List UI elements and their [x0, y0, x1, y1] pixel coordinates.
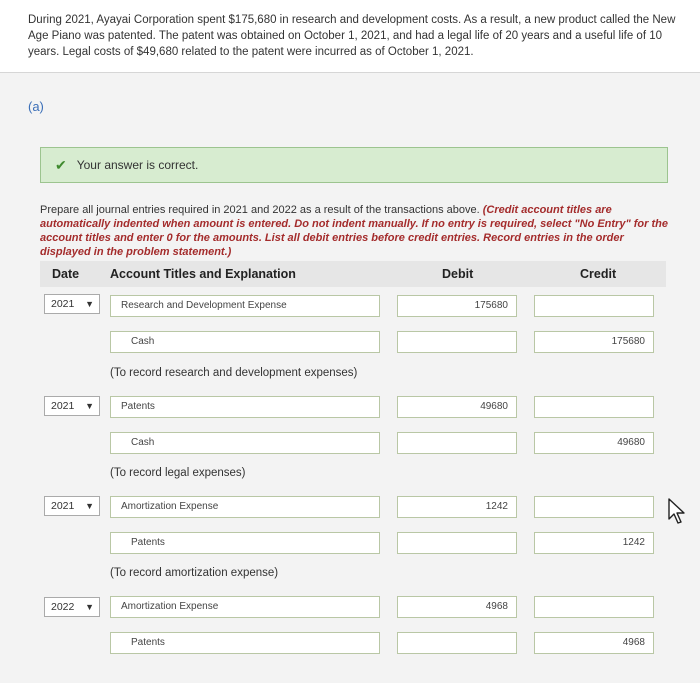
header-debit: Debit: [442, 267, 474, 281]
header-account: Account Titles and Explanation: [110, 267, 296, 281]
instructions: [40, 203, 672, 259]
table-header: [40, 261, 666, 287]
debit-account-input[interactable]: Amortization Expense: [110, 596, 380, 618]
debit-account-input[interactable]: Patents: [110, 396, 380, 418]
date-select[interactable]: [44, 597, 100, 617]
credit-amount-input[interactable]: [534, 396, 654, 418]
entry-memo: (To record legal expenses): [110, 467, 246, 479]
credit-account-input[interactable]: Patents: [110, 632, 380, 654]
credit-account-input[interactable]: Cash: [110, 432, 380, 454]
date-value: 2021: [51, 298, 75, 310]
answer-panel: [0, 73, 700, 683]
debit-account-input[interactable]: Research and Development Expense: [110, 295, 380, 317]
debit-amount-input[interactable]: [397, 632, 517, 654]
date-select[interactable]: [44, 294, 100, 314]
header-date: Date: [52, 267, 80, 281]
credit-amount-input[interactable]: 4968: [534, 632, 654, 654]
chevron-down-icon: ▼: [85, 299, 94, 309]
chevron-down-icon: ▼: [85, 501, 94, 511]
chevron-down-icon: ▼: [85, 602, 94, 612]
feedback-text: Your answer is correct.: [76, 158, 199, 172]
credit-amount-input[interactable]: 175680: [534, 331, 654, 353]
part-label: (a): [28, 99, 44, 114]
problem-statement: [0, 0, 700, 73]
pointer-cursor-icon: [666, 497, 688, 525]
credit-amount-input[interactable]: [534, 295, 654, 317]
instructions-lead: Prepare all journal entries required in 2021 and 2022 as a result of the transactions above.: [40, 204, 480, 216]
debit-amount-input[interactable]: 4968: [397, 596, 517, 618]
credit-amount-input[interactable]: 1242: [534, 532, 654, 554]
checkmark-icon: ✔: [55, 156, 67, 173]
debit-amount-input[interactable]: 49680: [397, 396, 517, 418]
entry-memo: (To record research and development expenses): [110, 367, 358, 379]
credit-account-input[interactable]: Cash: [110, 331, 380, 353]
date-select[interactable]: [44, 496, 100, 516]
date-value: 2021: [51, 500, 75, 512]
debit-amount-input[interactable]: [397, 532, 517, 554]
date-select[interactable]: [44, 396, 100, 416]
debit-amount-input[interactable]: [397, 331, 517, 353]
instructions-emphasis: (Credit account titles are automatically indented when amount is entered. Do not indent manually. If no entry is required, select "No Entry" for the account titles and enter 0 for the amounts. List all debit entries before credit entries. Record entries in the order displayed in the problem statement.): [40, 204, 668, 258]
debit-account-input[interactable]: Amortization Expense: [110, 496, 380, 518]
debit-amount-input[interactable]: 1242: [397, 496, 517, 518]
date-value: 2022: [51, 601, 75, 613]
debit-amount-input[interactable]: 175680: [397, 295, 517, 317]
chevron-down-icon: ▼: [85, 401, 94, 411]
header-credit: Credit: [580, 267, 617, 281]
credit-amount-input[interactable]: [534, 496, 654, 518]
credit-amount-input[interactable]: 49680: [534, 432, 654, 454]
feedback-banner: [40, 147, 668, 183]
credit-account-input[interactable]: Patents: [110, 532, 380, 554]
problem-text: During 2021, Ayayai Corporation spent $175,680 in research and development costs. As a result, a new product called the New Age Piano was patented. The patent was obtained on October 1, 2021, and had a legal life of 20 years and a useful life of 10 years. Legal costs of $49,680 related to the patent were incurred as of October 1, 2021.: [28, 14, 676, 58]
credit-amount-input[interactable]: [534, 596, 654, 618]
debit-amount-input[interactable]: [397, 432, 517, 454]
date-value: 2021: [51, 400, 75, 412]
entry-memo: (To record amortization expense): [110, 567, 279, 579]
